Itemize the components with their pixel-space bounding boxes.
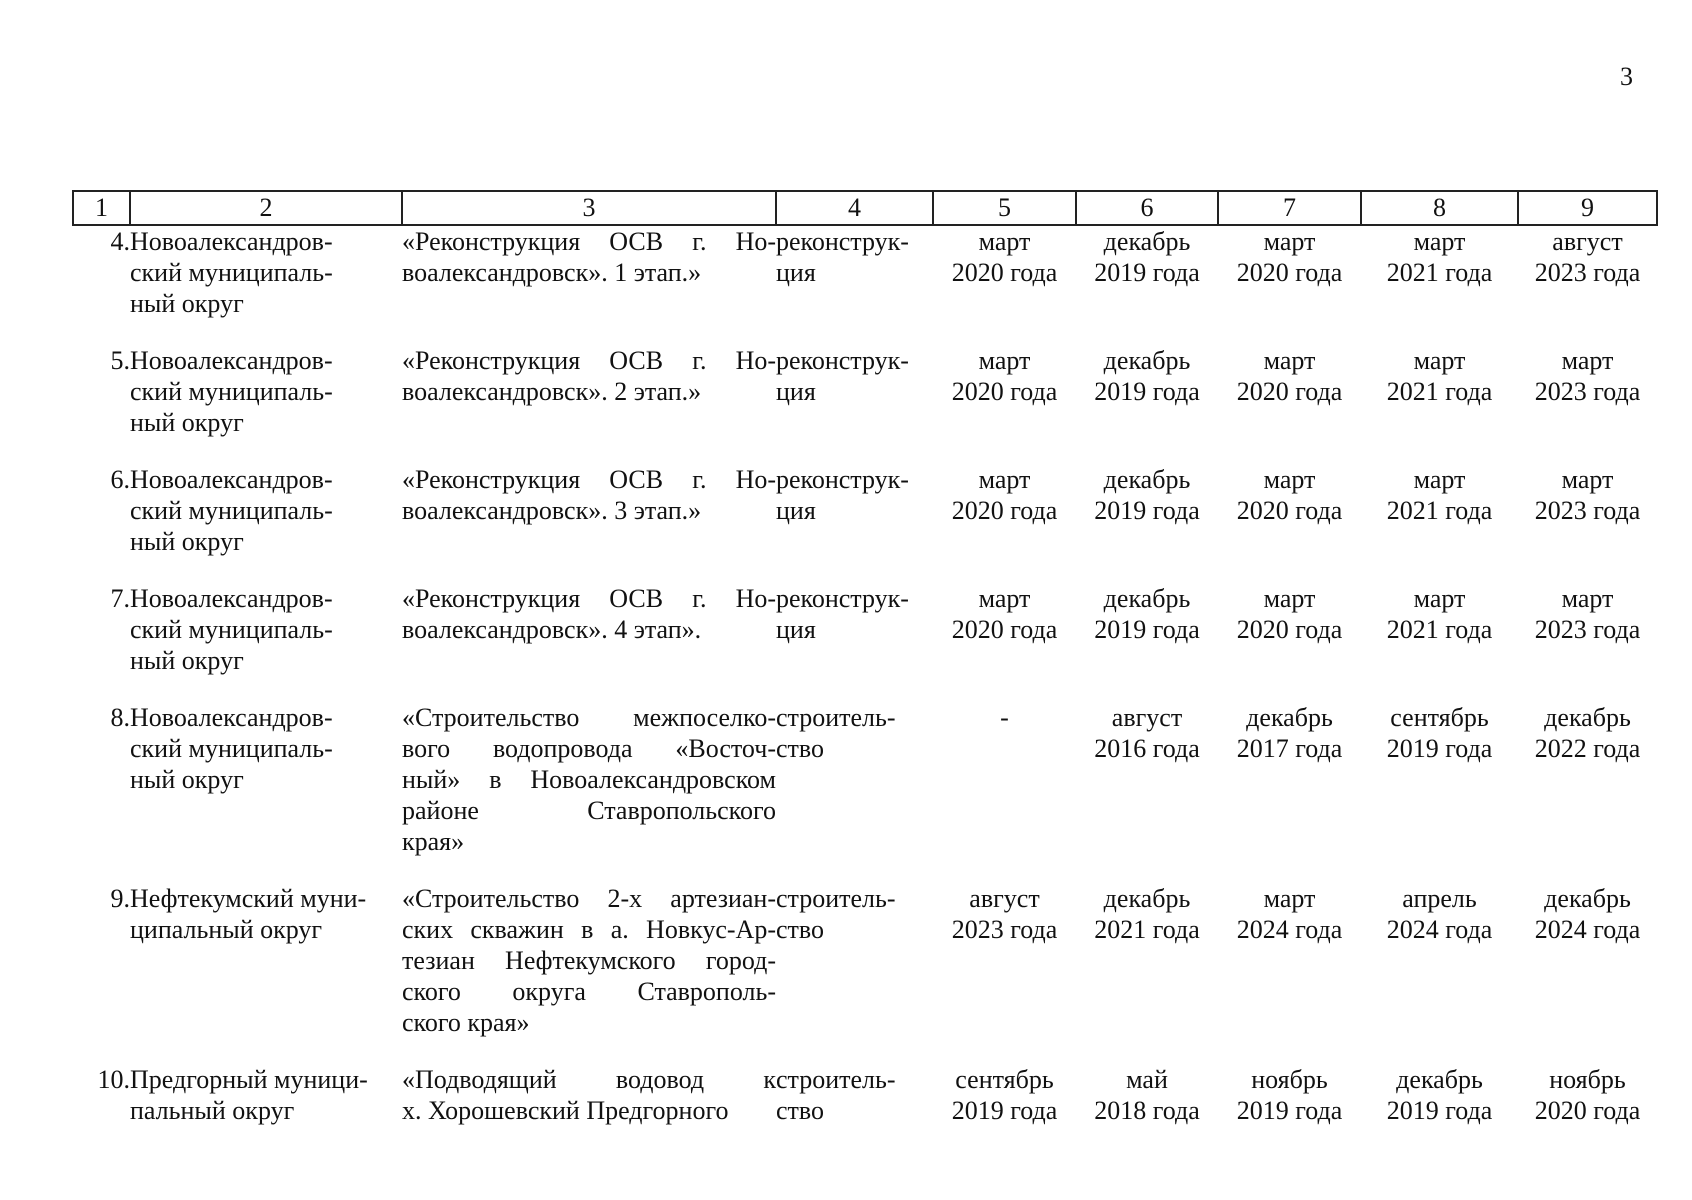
date-line: март	[1263, 227, 1316, 256]
object-name-line: «Реконструкция ОСВ г. Но-	[402, 465, 776, 494]
object-name-line: «Строительство 2-х артезиан-	[402, 884, 776, 913]
date-line: ноябрь	[1549, 1065, 1626, 1094]
date-line: 2021 года	[1386, 377, 1493, 406]
table-row	[73, 464, 1657, 583]
date-line: 2021 года	[1386, 615, 1493, 644]
date-line: март	[1263, 584, 1316, 613]
date-line: 2020 года	[1236, 258, 1343, 287]
date-line: -	[1000, 703, 1009, 732]
date-cell	[1218, 702, 1361, 883]
work-type-cell	[776, 883, 933, 1064]
object-name-line: воалександровск». 1 этап.»	[402, 258, 702, 287]
date-line: 2019 года	[951, 1096, 1058, 1125]
work-type-line: ство	[776, 734, 825, 763]
object-name-cell	[402, 345, 776, 464]
page-number: 3	[1620, 62, 1633, 91]
date-cell	[933, 583, 1076, 702]
municipality-line: Новоалександров-	[130, 346, 333, 375]
date-line: 2020 года	[1534, 1096, 1641, 1125]
date-line: 2019 года	[1094, 496, 1200, 525]
object-name-line: воалександровск». 3 этап.»	[402, 496, 702, 525]
date-line: март	[1263, 465, 1316, 494]
work-type-line: ция	[776, 615, 816, 644]
date-line: 2023 года	[1534, 615, 1641, 644]
work-type-line: ция	[776, 258, 816, 287]
date-cell	[1218, 225, 1361, 345]
object-name-cell	[402, 464, 776, 583]
date-line: декабрь	[1246, 703, 1333, 732]
date-line: декабрь	[1544, 884, 1631, 913]
date-cell	[1218, 583, 1361, 702]
date-line: декабрь	[1103, 227, 1191, 256]
date-line: 2023 года	[1534, 258, 1641, 287]
date-line: март	[1263, 346, 1316, 375]
construction-schedule-table	[72, 190, 1658, 1126]
date-line: март	[1413, 346, 1466, 375]
date-cell	[1518, 345, 1657, 464]
date-line: 2016 года	[1094, 734, 1200, 763]
table-row	[73, 345, 1657, 464]
date-cell	[1518, 702, 1657, 883]
municipality-cell	[130, 345, 402, 464]
object-name-line: х. Хорошевский Предгорного	[402, 1096, 729, 1125]
municipality-line: Предгорный муници-	[130, 1065, 368, 1094]
date-line: март	[1413, 584, 1466, 613]
municipality-line: Новоалександров-	[130, 465, 333, 494]
object-name-line: тезиан Нефтекумского город-	[402, 946, 776, 975]
date-line: 2019 года	[1094, 258, 1200, 287]
column-number-header: 2	[130, 191, 402, 225]
object-name-line: «Реконструкция ОСВ г. Но-	[402, 227, 776, 256]
table-body	[73, 225, 1657, 1126]
work-type-line: реконструк-	[776, 465, 909, 494]
date-line: 2023 года	[1534, 377, 1641, 406]
municipality-line: Новоалександров-	[130, 227, 333, 256]
municipality-line: ский муниципаль-	[130, 377, 333, 406]
date-line: март	[978, 346, 1031, 375]
object-name-line: «Подводящий водовод к	[402, 1065, 776, 1094]
date-cell	[1218, 883, 1361, 1064]
work-type-line: реконструк-	[776, 227, 909, 256]
object-name-line: «Реконструкция ОСВ г. Но-	[402, 346, 776, 375]
date-line: 2021 года	[1094, 915, 1200, 944]
date-line: 2019 года	[1094, 377, 1200, 406]
column-number-header: 1	[73, 191, 130, 225]
date-line: август	[1111, 703, 1183, 732]
date-line: декабрь	[1103, 465, 1191, 494]
date-line: март	[1413, 227, 1466, 256]
municipality-cell	[130, 883, 402, 1064]
date-line: декабрь	[1103, 346, 1191, 375]
municipality-line: ный округ	[130, 289, 244, 318]
municipality-line: Новоалександров-	[130, 703, 333, 732]
date-cell	[933, 225, 1076, 345]
date-cell	[1076, 1064, 1218, 1126]
municipality-line: ский муниципаль-	[130, 258, 333, 287]
object-name-line: ских скважин в а. Новкус-Ар-	[402, 915, 776, 944]
date-line: 2024 года	[1236, 915, 1343, 944]
date-line: август	[1552, 227, 1623, 256]
work-type-cell	[776, 464, 933, 583]
column-number-header: 8	[1361, 191, 1518, 225]
row-number: 6.	[110, 465, 130, 494]
date-line: декабрь	[1103, 884, 1191, 913]
date-line: 2019 года	[1094, 615, 1200, 644]
work-type-line: ция	[776, 496, 816, 525]
date-line: 2024 года	[1386, 915, 1493, 944]
date-cell	[1218, 1064, 1361, 1126]
column-number-header: 3	[402, 191, 776, 225]
row-number: 7.	[110, 584, 130, 613]
work-type-cell	[776, 1064, 933, 1126]
municipality-cell	[130, 1064, 402, 1126]
date-line: 2020 года	[951, 258, 1058, 287]
object-name-line: ный» в Новоалександровском	[402, 765, 776, 794]
date-line: 2019 года	[1386, 1096, 1493, 1125]
row-number: 10.	[97, 1065, 130, 1094]
object-name-line: районе Ставропольского	[402, 796, 776, 825]
date-line: 2020 года	[1236, 377, 1343, 406]
date-cell	[1361, 225, 1518, 345]
date-cell	[1218, 464, 1361, 583]
date-cell	[1361, 464, 1518, 583]
date-line: 2021 года	[1386, 258, 1493, 287]
date-line: 2020 года	[951, 377, 1058, 406]
date-line: 2023 года	[951, 915, 1058, 944]
date-line: 2020 года	[1236, 615, 1343, 644]
date-cell	[933, 345, 1076, 464]
date-cell	[1518, 1064, 1657, 1126]
work-type-line: ство	[776, 1096, 825, 1125]
work-type-cell	[776, 225, 933, 345]
table-row	[73, 225, 1657, 345]
date-line: апрель	[1402, 884, 1477, 913]
date-cell	[1518, 225, 1657, 345]
table-row	[73, 702, 1657, 883]
date-line: декабрь	[1544, 703, 1631, 732]
row-number: 9.	[110, 884, 130, 913]
object-name-line: воалександровск». 4 этап».	[402, 615, 702, 644]
municipality-line: ный округ	[130, 765, 244, 794]
row-number: 4.	[110, 227, 130, 256]
work-type-cell	[776, 583, 933, 702]
municipality-line: Новоалександров-	[130, 584, 333, 613]
column-number-header: 5	[933, 191, 1076, 225]
date-line: август	[969, 884, 1040, 913]
work-type-line: строитель-	[776, 884, 896, 913]
date-cell	[933, 1064, 1076, 1126]
date-cell	[1518, 464, 1657, 583]
table-row	[73, 883, 1657, 1064]
date-line: 2019 года	[1386, 734, 1493, 763]
date-cell	[1218, 345, 1361, 464]
date-line: март	[1561, 346, 1614, 375]
date-cell	[1076, 225, 1218, 345]
date-line: май	[1126, 1065, 1168, 1094]
object-name-line: ского округа Ставрополь-	[402, 977, 776, 1006]
date-cell	[1076, 702, 1218, 883]
work-type-line: реконструк-	[776, 346, 909, 375]
object-name-cell	[402, 883, 776, 1064]
municipality-cell	[130, 464, 402, 583]
work-type-line: ство	[776, 915, 825, 944]
object-name-cell	[402, 1064, 776, 1126]
date-cell	[933, 702, 1076, 883]
object-name-cell	[402, 583, 776, 702]
date-cell	[1518, 583, 1657, 702]
date-cell	[1076, 883, 1218, 1064]
municipality-cell	[130, 583, 402, 702]
column-number-header: 7	[1218, 191, 1361, 225]
date-line: 2020 года	[1236, 496, 1343, 525]
object-name-line: «Строительство межпоселко-	[402, 703, 776, 732]
date-line: 2020 года	[951, 496, 1058, 525]
date-line: 2024 года	[1534, 915, 1641, 944]
date-line: 2022 года	[1534, 734, 1641, 763]
date-line: март	[1263, 884, 1316, 913]
work-type-line: ция	[776, 377, 816, 406]
municipality-line: ный округ	[130, 408, 244, 437]
date-cell	[1361, 883, 1518, 1064]
municipality-line: пальный округ	[130, 1096, 295, 1125]
row-number: 5.	[110, 346, 130, 375]
object-name-cell	[402, 225, 776, 345]
date-line: март	[978, 584, 1031, 613]
date-line: 2018 года	[1094, 1096, 1200, 1125]
date-line: декабрь	[1103, 584, 1191, 613]
date-line: декабрь	[1396, 1065, 1483, 1094]
column-number-header: 9	[1518, 191, 1657, 225]
municipality-line: ский муниципаль-	[130, 615, 333, 644]
date-line: 2020 года	[951, 615, 1058, 644]
column-number-row	[73, 191, 1657, 225]
municipality-cell	[130, 225, 402, 345]
date-line: март	[1561, 465, 1614, 494]
date-cell	[1076, 464, 1218, 583]
municipality-line: Нефтекумский муни-	[130, 884, 367, 913]
date-line: 2017 года	[1236, 734, 1343, 763]
date-cell	[1361, 702, 1518, 883]
municipality-line: ский муниципаль-	[130, 734, 333, 763]
table-row	[73, 583, 1657, 702]
object-name-line: ского края»	[402, 1008, 530, 1037]
date-line: сентябрь	[955, 1065, 1054, 1094]
municipality-line: ципальный округ	[130, 915, 323, 944]
date-cell	[1076, 345, 1218, 464]
work-type-cell	[776, 345, 933, 464]
work-type-line: строитель-	[776, 703, 896, 732]
column-number-header: 6	[1076, 191, 1218, 225]
date-cell	[1076, 583, 1218, 702]
municipality-line: ный округ	[130, 527, 244, 556]
column-number-header: 4	[776, 191, 933, 225]
row-number: 8.	[110, 703, 130, 732]
work-type-line: реконструк-	[776, 584, 909, 613]
date-line: ноябрь	[1251, 1065, 1328, 1094]
date-line: сентябрь	[1390, 703, 1489, 732]
date-cell	[1361, 583, 1518, 702]
municipality-line: ный округ	[130, 646, 244, 675]
municipality-line: ский муниципаль-	[130, 496, 333, 525]
date-line: 2019 года	[1236, 1096, 1343, 1125]
date-line: 2021 года	[1386, 496, 1493, 525]
date-cell	[933, 464, 1076, 583]
date-line: март	[1413, 465, 1466, 494]
table-row	[73, 1064, 1657, 1126]
object-name-line: воалександровск». 2 этап.»	[402, 377, 702, 406]
date-line: март	[978, 227, 1031, 256]
date-line: 2023 года	[1534, 496, 1641, 525]
object-name-line: «Реконструкция ОСВ г. Но-	[402, 584, 776, 613]
date-cell	[1361, 345, 1518, 464]
date-cell	[933, 883, 1076, 1064]
municipality-cell	[130, 702, 402, 883]
object-name-line: края»	[402, 827, 465, 856]
work-type-line: строитель-	[776, 1065, 896, 1094]
date-line: март	[978, 465, 1031, 494]
work-type-cell	[776, 702, 933, 883]
object-name-line: вого водопровода «Восточ-	[402, 734, 776, 763]
date-cell	[1518, 883, 1657, 1064]
object-name-cell	[402, 702, 776, 883]
date-cell	[1361, 1064, 1518, 1126]
date-line: март	[1561, 584, 1614, 613]
